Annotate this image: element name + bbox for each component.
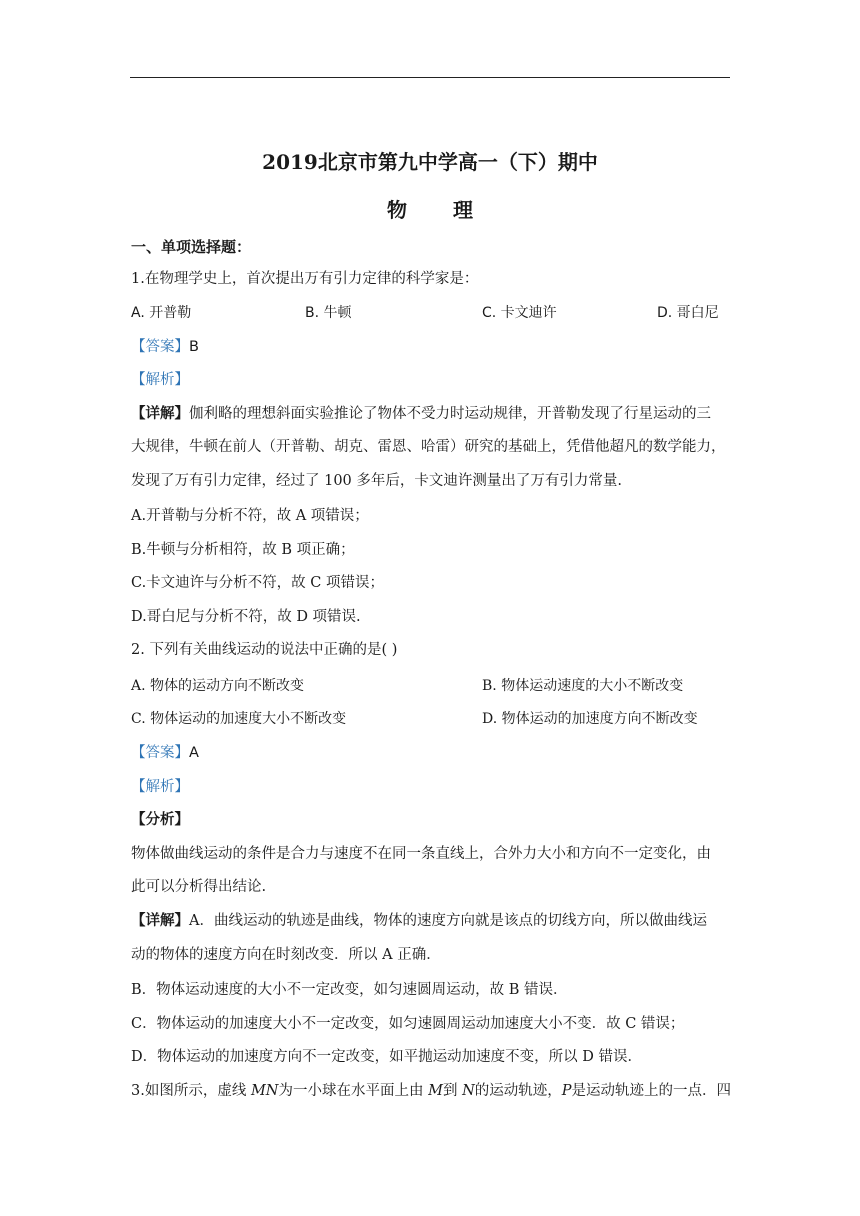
page-title: 2019北京市第九中学高一（下）期中: [262, 150, 598, 174]
q2-stem: 2. 下列有关曲线运动的说法中正确的是( ): [131, 642, 398, 658]
q3-stem: 3.如图所示，虚线 MN为一小球在水平面上由 M到 N的运动轨迹，P是运动轨迹上的一点．四: [131, 1083, 732, 1099]
answer-tag: 【答案】: [131, 339, 189, 355]
q1-detail-line-1: [131, 404, 711, 424]
var-p: P: [561, 1083, 572, 1099]
var-m: M: [428, 1083, 443, 1099]
q2-detail-line-5: D．物体运动的加速度方向不一定改变，如平抛运动加速度不变，所以 D 错误．: [131, 1049, 642, 1065]
q1-judgment-b: B.牛顿与分析相符，故 B 项正确；: [131, 542, 355, 558]
q2-option-b: B. 物体运动速度的大小不断改变: [482, 678, 684, 694]
q2-option-a: A. 物体的运动方向不断改变: [131, 678, 305, 694]
detail-text: 伽利略的理想斜面实验推论了物体不受力时运动规律，开普勒发现了行星运动的三: [189, 406, 711, 422]
detail-tag: 【详解】: [131, 405, 189, 422]
q1-detail-line-3: 发现了万有引力定律，经过了 100 多年后，卡文迪许测量出了万有引力常量.: [131, 473, 623, 489]
q2-option-c: C. 物体运动的加速度大小不断改变: [131, 711, 347, 727]
q1-stem: 1.在物理学史上，首次提出万有引力定律的科学家是：: [131, 271, 479, 287]
q2-answer: [131, 743, 199, 763]
q2-detail-line-4: C．物体运动的加速度大小不一定改变，如匀速圆周运动加速度大小不变．故 C 错误；: [131, 1016, 685, 1032]
q2-fenxi-line-2: 此可以分析得出结论.: [131, 879, 267, 895]
answer-value: A: [189, 745, 199, 761]
q2-detail-line-1: [131, 911, 707, 931]
q2-fenxi-tag: 【分析】: [131, 811, 189, 828]
q2-option-d: D. 物体运动的加速度方向不断改变: [482, 711, 698, 727]
q1-detail-line-2: 大规律，牛顿在前人（开普勒、胡克、雷恩、哈雷）研究的基础上，凭借他超凡的数学能力，: [131, 439, 726, 455]
q1-option-d: D. 哥白尼: [657, 305, 719, 321]
q2-fenxi-line-1: 物体做曲线运动的条件是合力与速度不在同一条直线上，合外力大小和方向不一定变化，由: [131, 846, 711, 862]
q1-option-c: C. 卡文迪许: [482, 305, 557, 321]
q2-analysis-tag: 【解析】: [131, 779, 189, 795]
q1-judgment-c: C.卡文迪许与分析不符，故 C 项错误；: [131, 575, 384, 591]
q1-option-b: B. 牛顿: [305, 305, 352, 321]
q1-analysis-tag: 【解析】: [131, 372, 189, 388]
header-rule: [130, 77, 730, 78]
detail-text: A．曲线运动的轨迹是曲线，物体的速度方向就是该点的切线方向，所以做曲线运: [189, 913, 707, 929]
q1-judgment-a: A.开普勒与分析不符，故 A 项错误；: [131, 508, 369, 524]
q1-answer: [131, 337, 199, 357]
detail-tag: 【详解】: [131, 912, 189, 929]
var-mn: MN: [250, 1083, 279, 1099]
q1-judgment-d: D.哥白尼与分析不符，故 D 项错误.: [131, 609, 361, 625]
var-n: N: [462, 1083, 475, 1099]
subject-title: 物理: [387, 198, 519, 222]
q1-option-a: A. 开普勒: [131, 305, 192, 321]
q2-detail-line-3: B．物体运动速度的大小不一定改变，如匀速圆周运动，故 B 错误．: [131, 982, 568, 998]
answer-tag: 【答案】: [131, 745, 189, 761]
section-heading: 一、单项选择题：: [131, 238, 252, 256]
q2-detail-line-2: 动的物体的速度方向在时刻改变．所以 A 正确．: [131, 947, 441, 963]
answer-value: B: [189, 339, 199, 355]
